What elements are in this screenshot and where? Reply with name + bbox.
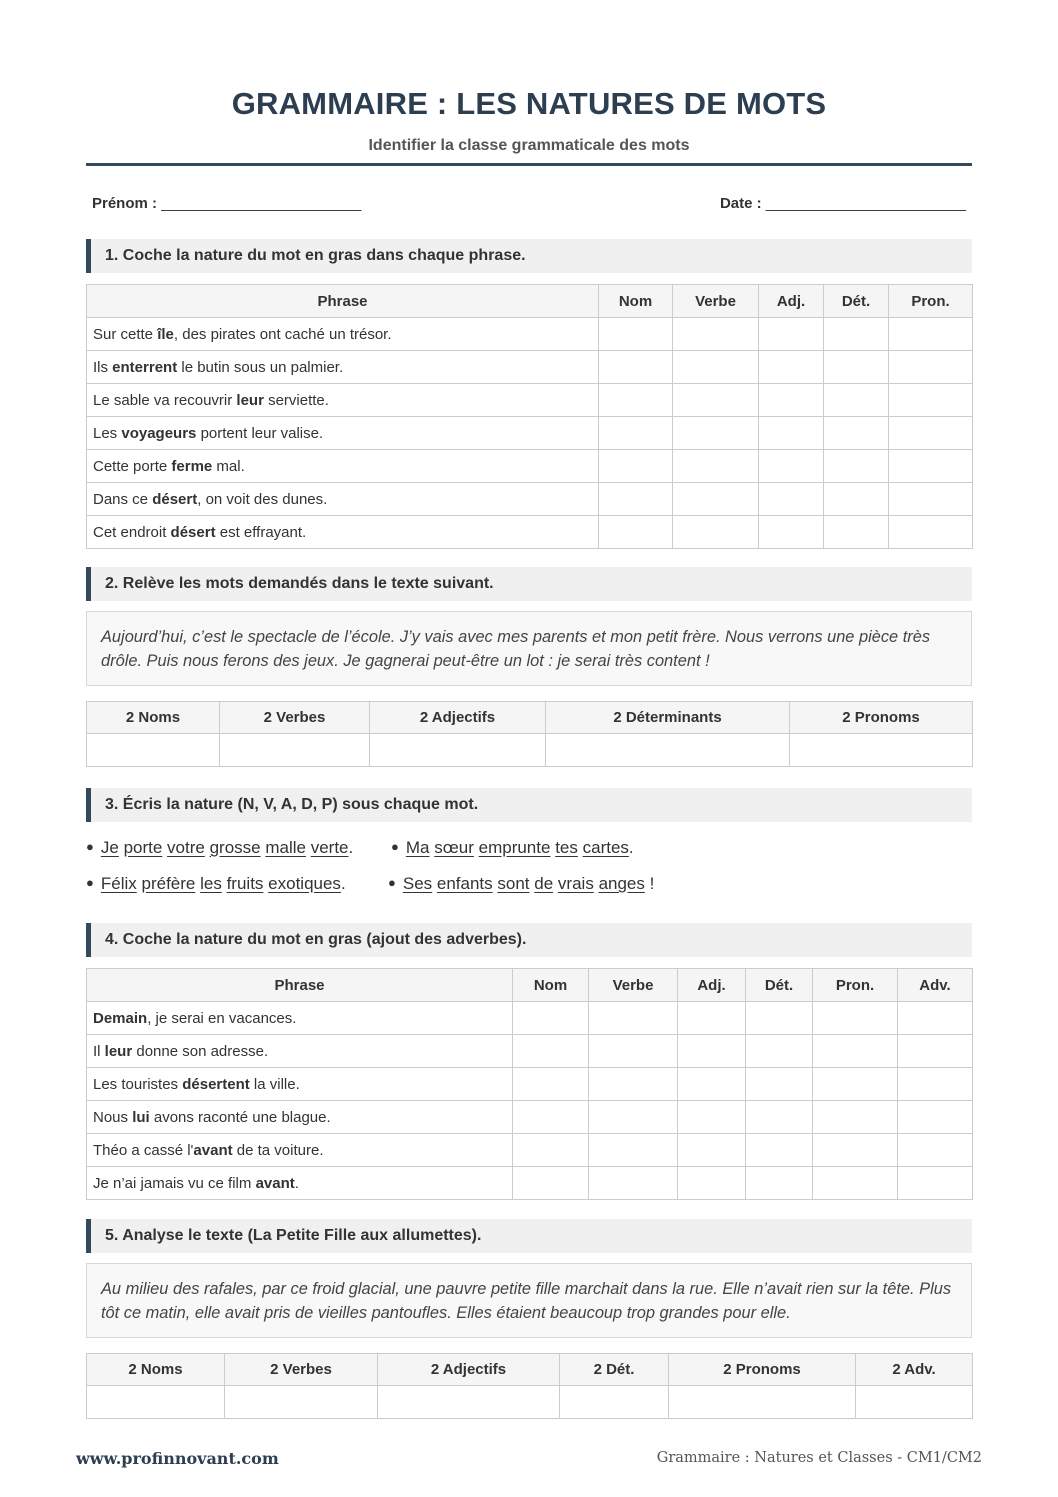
phrase-text: le butin sous un palmier. [177, 358, 344, 376]
checkbox-cell[interactable] [678, 1167, 746, 1200]
column-header: Phrase [87, 969, 513, 1002]
phrase-cell [87, 318, 599, 351]
target-word: désert [170, 523, 216, 541]
exercise-2-text: Aujourd’hui, c’est le spectacle de l’école. J’y vais avec mes parents et mon petit frère. Nous verrons une pièce très drôle. Puis nous ferons des jeux. Je gagnerai peut-être un lot : je serai très content ! [86, 611, 972, 686]
checkbox-cell[interactable] [673, 483, 759, 516]
answer-cell[interactable] [560, 1386, 669, 1419]
checkbox-cell[interactable] [746, 1002, 813, 1035]
phrase-text: portent leur valise. [196, 424, 324, 442]
checkbox-cell[interactable] [759, 351, 824, 384]
checkbox-cell[interactable] [824, 417, 889, 450]
word-to-label: anges [598, 874, 645, 893]
phrase-text: . [294, 1174, 299, 1192]
checkbox-cell[interactable] [898, 1134, 973, 1167]
answer-cell[interactable] [790, 734, 973, 767]
checkbox-cell[interactable] [898, 1035, 973, 1068]
checkbox-cell[interactable] [599, 417, 673, 450]
phrase-cell [87, 1035, 513, 1068]
column-header: 2 Noms [87, 702, 220, 734]
target-word: avant [193, 1141, 233, 1159]
footer-course-label: Grammaire : Natures et Classes - CM1/CM2 [656, 1450, 982, 1466]
target-word: ferme [171, 457, 213, 475]
phrase-text: Le sable va recouvrir [93, 391, 237, 409]
checkbox-cell[interactable] [673, 450, 759, 483]
target-word: désert [152, 490, 198, 508]
checkbox-cell[interactable] [759, 516, 824, 549]
column-header: Nom [599, 285, 673, 318]
sentence-item [86, 838, 353, 858]
answer-cell[interactable] [669, 1386, 856, 1419]
target-word: enterrent [112, 358, 178, 376]
checkbox-cell[interactable] [759, 417, 824, 450]
checkbox-cell[interactable] [889, 384, 973, 417]
answer-cell[interactable] [225, 1386, 378, 1419]
checkbox-cell[interactable] [824, 351, 889, 384]
phrase-text: Les touristes [93, 1075, 183, 1093]
target-word: leur [104, 1042, 133, 1060]
answer-cell[interactable] [87, 734, 220, 767]
answer-cell[interactable] [378, 1386, 560, 1419]
checkbox-cell[interactable] [678, 1134, 746, 1167]
word-to-label: porte [123, 838, 163, 857]
word-to-label: tes [555, 838, 578, 857]
bullet-icon: ● [388, 875, 396, 890]
column-header: Adj. [759, 285, 824, 318]
checkbox-cell[interactable] [599, 450, 673, 483]
phrase-cell [87, 483, 599, 516]
sentence-punctuation: . [340, 874, 346, 893]
column-header: Pron. [889, 285, 973, 318]
column-header: Verbe [673, 285, 759, 318]
title-divider [86, 163, 972, 166]
column-header: 2 Verbes [225, 1354, 378, 1386]
checkbox-cell[interactable] [678, 1068, 746, 1101]
word-to-label: sont [497, 874, 530, 893]
date-label: Date : [719, 195, 766, 212]
column-header: Dét. [746, 969, 813, 1002]
sentence-item [388, 874, 654, 894]
checkbox-cell[interactable] [513, 1101, 589, 1134]
target-word: voyageurs [121, 424, 197, 442]
phrase-text: Nous [93, 1108, 133, 1126]
sentence-item [391, 838, 634, 858]
phrase-text: Cet endroit [93, 523, 171, 541]
checkbox-cell[interactable] [746, 1035, 813, 1068]
target-word: avant [255, 1174, 295, 1192]
column-header: Pron. [813, 969, 898, 1002]
word-to-label: sœur [434, 838, 474, 857]
checkbox-cell[interactable] [589, 1068, 678, 1101]
word-to-label: Félix [100, 874, 137, 893]
checkbox-cell[interactable] [599, 384, 673, 417]
target-word: leur [236, 391, 264, 409]
bullet-icon: ● [86, 839, 94, 854]
word-to-label: cartes [582, 838, 629, 857]
column-header: Phrase [87, 285, 599, 318]
checkbox-cell[interactable] [824, 483, 889, 516]
name-field[interactable] [92, 195, 361, 212]
checkbox-cell[interactable] [678, 1002, 746, 1035]
word-to-label: malle [265, 838, 306, 857]
column-header: 2 Pronoms [790, 702, 973, 734]
table-row [87, 351, 973, 384]
word-to-label: Ma [405, 838, 430, 857]
name-blank: ________________________ [161, 195, 362, 212]
phrase-text: serviette. [263, 391, 329, 409]
exercise-4-table [86, 968, 973, 1200]
phrase-cell [87, 1167, 513, 1200]
section-3-heading: 3. Écris la nature (N, V, A, D, P) sous chaque mot. [86, 788, 972, 822]
checkbox-cell[interactable] [813, 1134, 898, 1167]
word-to-label: vrais [557, 874, 594, 893]
phrase-text: Les [93, 424, 122, 442]
phrase-text: Sur cette [93, 325, 158, 343]
checkbox-cell[interactable] [759, 318, 824, 351]
checkbox-cell[interactable] [673, 318, 759, 351]
checkbox-cell[interactable] [746, 1134, 813, 1167]
target-word: lui [132, 1108, 150, 1126]
checkbox-cell[interactable] [589, 1167, 678, 1200]
phrase-cell [87, 1134, 513, 1167]
checkbox-cell[interactable] [889, 516, 973, 549]
table-row [87, 1035, 973, 1068]
checkbox-cell[interactable] [513, 1035, 589, 1068]
checkbox-cell[interactable] [898, 1002, 973, 1035]
answer-cell[interactable] [220, 734, 370, 767]
table-row [87, 384, 973, 417]
checkbox-cell[interactable] [513, 1134, 589, 1167]
checkbox-cell[interactable] [599, 351, 673, 384]
table-row [87, 1134, 973, 1167]
phrase-cell [87, 1101, 513, 1134]
checkbox-cell[interactable] [813, 1002, 898, 1035]
checkbox-cell[interactable] [673, 351, 759, 384]
checkbox-cell[interactable] [824, 450, 889, 483]
checkbox-cell[interactable] [678, 1101, 746, 1134]
date-blank: ________________________ [765, 195, 966, 212]
checkbox-cell[interactable] [898, 1167, 973, 1200]
table-row [87, 1167, 973, 1200]
checkbox-cell[interactable] [599, 483, 673, 516]
checkbox-cell[interactable] [589, 1101, 678, 1134]
phrase-text: de ta voiture. [232, 1141, 324, 1159]
column-header: 2 Adv. [856, 1354, 973, 1386]
table-row [87, 318, 973, 351]
phrase-cell [87, 516, 599, 549]
column-header: Adv. [898, 969, 973, 1002]
checkbox-cell[interactable] [889, 483, 973, 516]
checkbox-cell[interactable] [824, 318, 889, 351]
sentence-punctuation: . [628, 838, 634, 857]
column-header: 2 Adjectifs [378, 1354, 560, 1386]
column-header: 2 Pronoms [669, 1354, 856, 1386]
checkbox-cell[interactable] [889, 351, 973, 384]
checkbox-cell[interactable] [759, 450, 824, 483]
phrase-text: Il [93, 1042, 105, 1060]
exercise-2-table [86, 701, 973, 767]
checkbox-cell[interactable] [813, 1035, 898, 1068]
word-to-label: exotiques [268, 874, 341, 893]
sentence-item [86, 874, 346, 894]
word-to-label: verte [310, 838, 349, 857]
answer-cell[interactable] [370, 734, 546, 767]
phrase-text: , des pirates ont caché un trésor. [173, 325, 392, 343]
checkbox-cell[interactable] [589, 1035, 678, 1068]
checkbox-cell[interactable] [746, 1167, 813, 1200]
column-header: 2 Adjectifs [370, 702, 546, 734]
checkbox-cell[interactable] [813, 1101, 898, 1134]
word-to-label: de [534, 874, 554, 893]
section-5-heading: 5. Analyse le texte (La Petite Fille aux allumettes). [86, 1219, 972, 1253]
word-to-label: les [200, 874, 222, 893]
table-row [87, 417, 973, 450]
phrase-text: avons raconté une blague. [149, 1108, 331, 1126]
bullet-icon: ● [86, 875, 94, 890]
footer-website[interactable]: www.profinnovant.com [76, 1449, 279, 1468]
column-header: Dét. [824, 285, 889, 318]
name-label: Prénom : [92, 195, 162, 212]
checkbox-cell[interactable] [673, 417, 759, 450]
phrase-text: donne son adresse. [132, 1042, 269, 1060]
word-to-label: grosse [209, 838, 261, 857]
date-field[interactable] [720, 195, 966, 212]
word-to-label: fruits [226, 874, 264, 893]
phrase-text: mal. [212, 457, 245, 475]
table-row [87, 450, 973, 483]
column-header: Nom [513, 969, 589, 1002]
table-row [87, 1002, 973, 1035]
checkbox-cell[interactable] [889, 417, 973, 450]
word-to-label: votre [167, 838, 205, 857]
table-row [87, 516, 973, 549]
checkbox-cell[interactable] [898, 1101, 973, 1134]
table-row [87, 1101, 973, 1134]
column-header: 2 Noms [87, 1354, 225, 1386]
answer-cell[interactable] [856, 1386, 973, 1419]
target-word: Demain [93, 1009, 148, 1027]
phrase-text: est effrayant. [215, 523, 307, 541]
section-4-heading: 4. Coche la nature du mot en gras (ajout des adverbes). [86, 923, 972, 957]
checkbox-cell[interactable] [824, 384, 889, 417]
checkbox-cell[interactable] [599, 516, 673, 549]
checkbox-cell[interactable] [889, 450, 973, 483]
phrase-cell [87, 450, 599, 483]
sentence-punctuation: . [348, 838, 354, 857]
phrase-text: Ils [93, 358, 113, 376]
checkbox-cell[interactable] [589, 1002, 678, 1035]
phrase-cell [87, 351, 599, 384]
checkbox-cell[interactable] [746, 1068, 813, 1101]
column-header: 2 Dét. [560, 1354, 669, 1386]
phrase-text: Cette porte [93, 457, 172, 475]
phrase-text: , je serai en vacances. [147, 1009, 297, 1027]
checkbox-cell[interactable] [824, 516, 889, 549]
answer-cell[interactable] [87, 1386, 225, 1419]
phrase-text: , on voit des dunes. [197, 490, 328, 508]
page-title: GRAMMAIRE : LES NATURES DE MOTS [231, 86, 827, 121]
phrase-text: Dans ce [93, 490, 153, 508]
section-1-heading: 1. Coche la nature du mot en gras dans chaque phrase. [86, 239, 972, 273]
checkbox-cell[interactable] [513, 1167, 589, 1200]
sentence-punctuation: ! [644, 874, 655, 893]
target-word: île [157, 325, 174, 343]
checkbox-cell[interactable] [673, 384, 759, 417]
word-to-label: Je [100, 838, 119, 857]
checkbox-cell[interactable] [589, 1134, 678, 1167]
table-row [87, 483, 973, 516]
exercise-1-table [86, 284, 973, 549]
checkbox-cell[interactable] [678, 1035, 746, 1068]
column-header: Verbe [589, 969, 678, 1002]
column-header: 2 Déterminants [546, 702, 790, 734]
checkbox-cell[interactable] [813, 1068, 898, 1101]
column-header: Adj. [678, 969, 746, 1002]
phrase-text: Je n’ai jamais vu ce film [93, 1174, 256, 1192]
page-subtitle: Identifier la classe grammaticale des mots [368, 137, 690, 154]
word-to-label: enfants [436, 874, 493, 893]
column-header: 2 Verbes [220, 702, 370, 734]
checkbox-cell[interactable] [759, 384, 824, 417]
checkbox-cell[interactable] [513, 1068, 589, 1101]
checkbox-cell[interactable] [898, 1068, 973, 1101]
phrase-cell [87, 384, 599, 417]
word-to-label: Ses [402, 874, 433, 893]
checkbox-cell[interactable] [759, 483, 824, 516]
phrase-cell [87, 1068, 513, 1101]
checkbox-cell[interactable] [513, 1002, 589, 1035]
phrase-cell [87, 417, 599, 450]
checkbox-cell[interactable] [746, 1101, 813, 1134]
answer-cell[interactable] [546, 734, 790, 767]
word-to-label: emprunte [478, 838, 551, 857]
checkbox-cell[interactable] [889, 318, 973, 351]
checkbox-cell[interactable] [673, 516, 759, 549]
table-row [87, 1068, 973, 1101]
phrase-cell [87, 1002, 513, 1035]
exercise-5-text: Au milieu des rafales, par ce froid glacial, une pauvre petite fille marchait dans la rue. Elle n’avait rien sur la tête. Plus tôt ce matin, elle avait pris de vieilles pantoufles. Elles étaient beaucoup trop grandes pour elle. [86, 1263, 972, 1338]
section-2-heading: 2. Relève les mots demandés dans le texte suivant. [86, 567, 972, 601]
phrase-text: Théo a cassé l' [93, 1141, 194, 1159]
word-to-label: préfère [141, 874, 196, 893]
target-word: désertent [182, 1075, 250, 1093]
phrase-text: la ville. [249, 1075, 300, 1093]
checkbox-cell[interactable] [813, 1167, 898, 1200]
exercise-5-table [86, 1353, 973, 1419]
bullet-icon: ● [391, 839, 399, 854]
checkbox-cell[interactable] [599, 318, 673, 351]
